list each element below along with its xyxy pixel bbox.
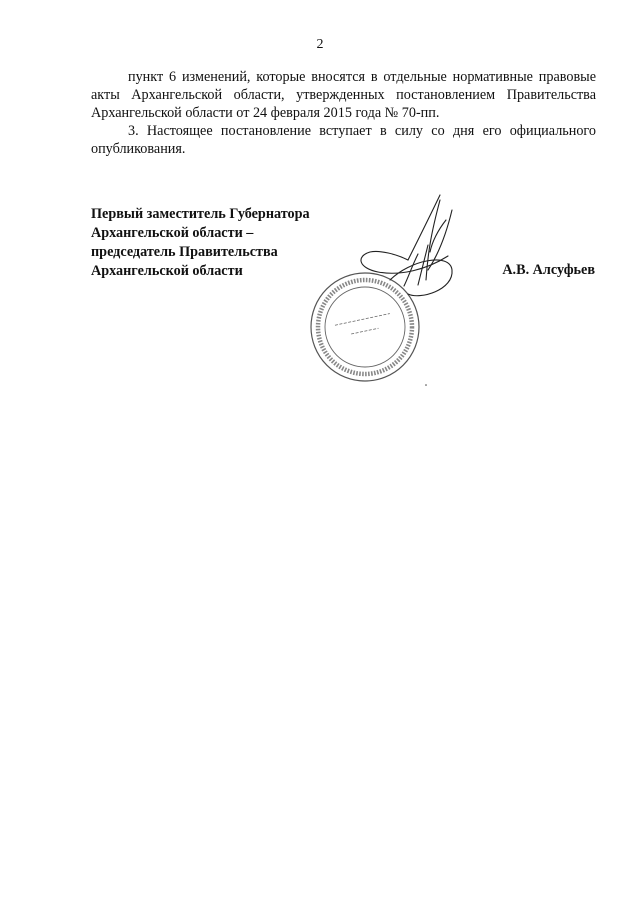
signatory-title-line: Архангельской области – — [91, 225, 254, 241]
signer-name: А.В. Алсуфьев — [502, 262, 595, 278]
stamp-seal — [311, 273, 419, 381]
seal-and-signature — [300, 190, 470, 390]
paragraph: пункт 6 изменений, которые вносятся в отдельные нормативные правовые акты Архангельской области, утвержденных постановлением Правительства Архангельской области от 24 февраля 2015 года № 70-пп. — [91, 69, 596, 121]
handwritten-signature — [361, 195, 452, 296]
paragraph: 3. Настоящее постановление вступает в силу со дня его официального опубликования. — [91, 123, 596, 157]
document-body — [91, 68, 596, 158]
ink-dot — [425, 384, 427, 386]
signatory-title-line: Архангельской области — [91, 263, 243, 279]
signatory-title-line: Первый заместитель Губернатора — [91, 206, 310, 222]
signatory-title-line: председатель Правительства — [91, 244, 278, 260]
page-number: 2 — [316, 37, 324, 52]
